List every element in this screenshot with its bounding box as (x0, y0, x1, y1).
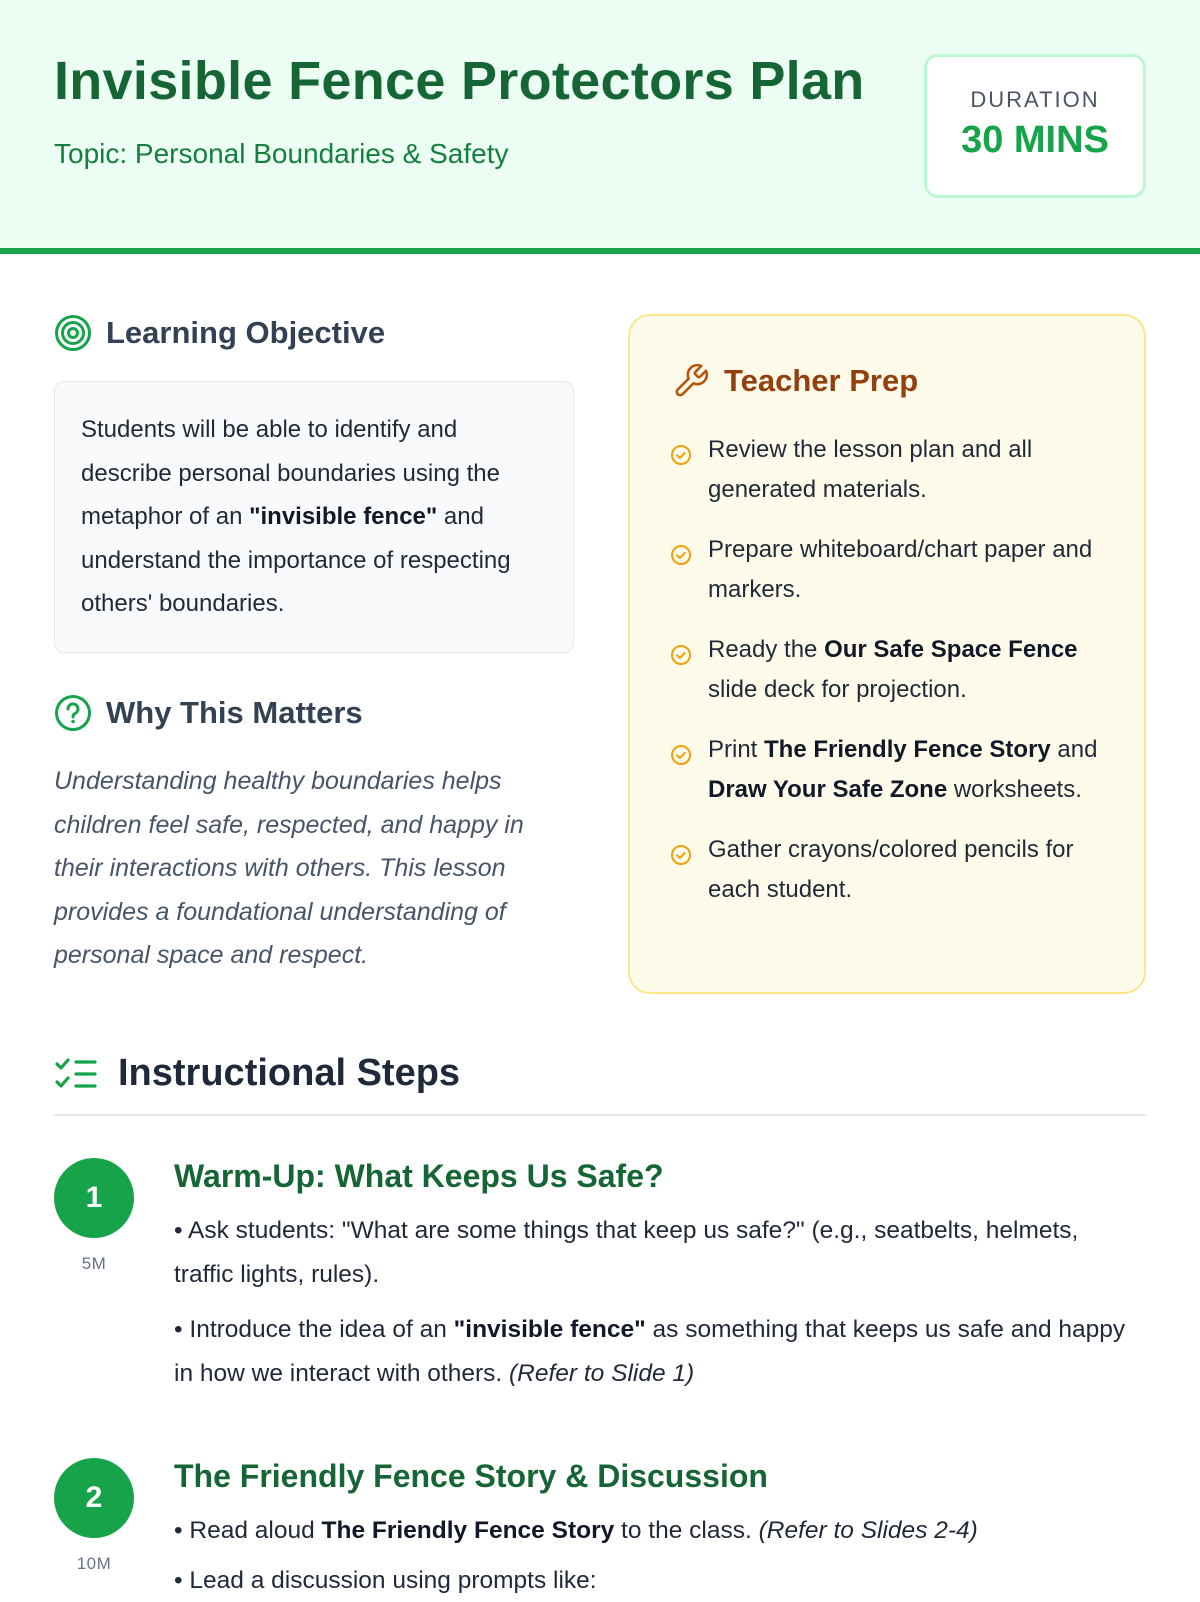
page-subtitle: Topic: Personal Boundaries & Safety (54, 138, 508, 170)
prep-heading-text: Teacher Prep (724, 363, 918, 399)
prep-item-3-text-c: and (1051, 736, 1098, 763)
page-title: Invisible Fence Protectors Plan (54, 50, 865, 112)
objective-heading (54, 314, 385, 352)
step-2-bullet-1-a: • Read aloud (174, 1517, 322, 1544)
step-bullet (174, 1509, 1134, 1553)
check-circle-icon (670, 639, 692, 679)
step-2-bullet-1-b: The Friendly Fence Story (322, 1517, 615, 1544)
target-icon (54, 314, 92, 352)
prep-item-text (708, 530, 1120, 610)
prep-item-3-text-d: Draw Your Safe Zone (708, 776, 947, 803)
duration-card (924, 54, 1146, 198)
duration-label: DURATION (927, 87, 1143, 113)
prep-item (670, 430, 1120, 510)
prep-item-3-text-e: worksheets. (947, 776, 1082, 803)
prep-item-text (708, 730, 1120, 810)
check-circle-icon (670, 539, 692, 579)
step-1-bullet-2-a: • Introduce the idea of an (174, 1316, 454, 1343)
step-1-bullet-2-d: (Refer to Slide 1) (509, 1360, 694, 1387)
step-duration: 5M (54, 1254, 134, 1274)
checklist-icon (54, 1056, 98, 1092)
why-heading-text: Why This Matters (106, 695, 363, 731)
why-text: Understanding healthy boundaries helps children feel safe, respected, and happy in their interactions with others. This lesson provides a foundational understanding of personal space and respect. (54, 760, 574, 978)
objective-text-bold: "invisible fence" (249, 503, 437, 530)
objective-text-end: and understand the importance of respecting others' boundaries. (81, 503, 511, 617)
check-circle-icon (670, 739, 692, 779)
prep-item-2-text-c: slide deck for projection. (708, 676, 967, 703)
divider (54, 1114, 1146, 1116)
prep-item-1-text: Prepare whiteboard/chart paper and markers. (708, 536, 1092, 603)
objective-text: Students will be able to identify and describe personal boundaries using the metaphor of an (81, 416, 500, 530)
prep-item-3-text-b: The Friendly Fence Story (764, 736, 1051, 763)
step-number: 1 (54, 1158, 134, 1238)
prep-item-4-text: Gather crayons/colored pencils for each student. (708, 836, 1074, 903)
step-title: Warm-Up: What Keeps Us Safe? (174, 1158, 1134, 1195)
prep-item (670, 630, 1120, 710)
check-circle-icon (670, 439, 692, 479)
prep-item-2-text-a: Ready the (708, 636, 824, 663)
why-heading (54, 694, 363, 732)
step-duration: 10M (54, 1554, 134, 1574)
check-circle-icon (670, 839, 692, 879)
question-circle-icon (54, 694, 92, 732)
header (0, 0, 1200, 254)
steps-heading (54, 1052, 460, 1095)
step-2-bullet-1-c: to the class. (614, 1517, 758, 1544)
step-2-bullet-1-d: (Refer to Slides 2-4) (759, 1517, 978, 1544)
prep-item-text (708, 630, 1120, 710)
prep-list (670, 430, 1120, 930)
prep-item (670, 530, 1120, 610)
step-title: The Friendly Fence Story & Discussion (174, 1458, 1134, 1495)
prep-item-2-text-b: Our Safe Space Fence (824, 636, 1077, 663)
step-1-bullet-2-c: as something that keeps us safe and happy in how we interact with others. (174, 1316, 1125, 1387)
wrench-icon (672, 362, 710, 400)
prep-item-0-text: Review the lesson plan and all generated materials. (708, 436, 1032, 503)
step-content (174, 1458, 1134, 1602)
prep-item (670, 730, 1120, 810)
objective-box (54, 381, 574, 653)
duration-value: 30 MINS (927, 119, 1143, 162)
step-bullet: • Ask students: "What are some things that keep us safe?" (e.g., seatbelts, helmets, traffic lights, rules). (174, 1209, 1134, 1296)
prep-heading (672, 362, 918, 400)
teacher-prep-card (628, 314, 1146, 994)
step-content (174, 1158, 1134, 1395)
prep-item-3-text-a: Print (708, 736, 764, 763)
step-bullet: • Lead a discussion using prompts like: (174, 1559, 1134, 1602)
step-number: 2 (54, 1458, 134, 1538)
prep-item-text (708, 830, 1120, 910)
prep-item (670, 830, 1120, 910)
step-1-bullet-2-b: "invisible fence" (454, 1316, 646, 1343)
step-bullet (174, 1308, 1134, 1395)
prep-item-text (708, 430, 1120, 510)
objective-heading-text: Learning Objective (106, 315, 385, 351)
steps-heading-text: Instructional Steps (118, 1052, 460, 1095)
